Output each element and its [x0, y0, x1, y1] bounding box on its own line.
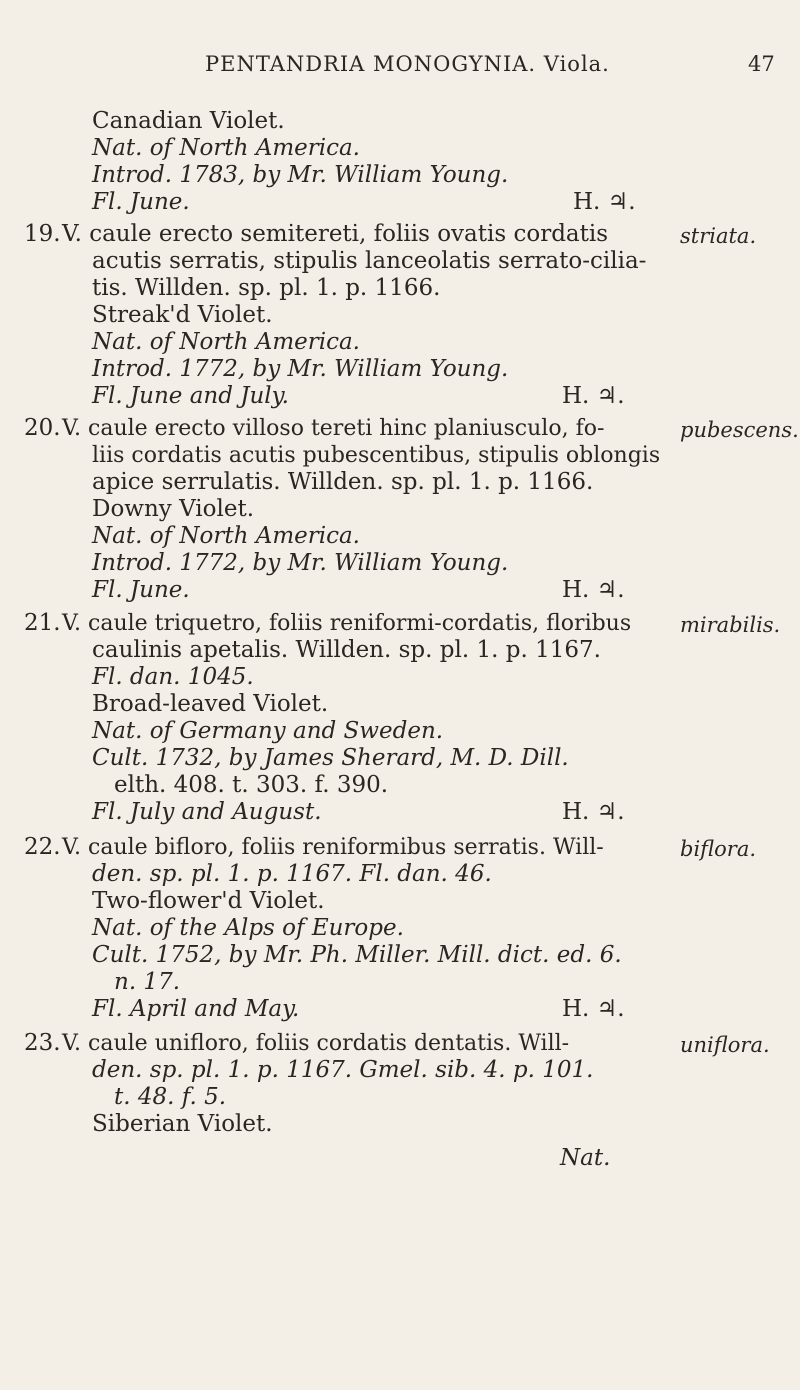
native-line: Nat. of North America. [92, 523, 360, 549]
habit-mark: H. ♃. [562, 996, 625, 1022]
native-line: Nat. of North America. [92, 135, 360, 161]
running-header [0, 52, 800, 82]
species-name: mirabilis. [680, 613, 781, 637]
flowering-line: Fl. June and July. [92, 383, 289, 409]
flowering-line: Fl. July and August. [92, 799, 322, 825]
diagnosis-line: acutis serratis, stipulis lanceolatis serrato-cilia- [92, 248, 647, 274]
reference-line: n. 17. [114, 969, 181, 995]
entry-number: 22. [24, 834, 61, 860]
common-name: Streak'd Violet. [92, 302, 273, 328]
introduction-line: Introd. 1772, by Mr. William Young. [92, 550, 509, 576]
introduction-line: Introd. 1783, by Mr. William Young. [92, 162, 509, 188]
common-name: Two-flower'd Violet. [92, 888, 325, 914]
reference-line: den. sp. pl. 1. p. 1167. Fl. dan. 46. [92, 861, 492, 887]
catchword: Nat. [560, 1145, 611, 1171]
diagnosis-line: tis. Willden. sp. pl. 1. p. 1166. [92, 275, 441, 301]
diagnosis-line: V. caule triquetro, foliis reniformi-cordatis, floribus [62, 611, 632, 636]
entry-number: 23. [24, 1030, 61, 1056]
diagnosis-line: V. caule bifloro, foliis reniformibus serratis. Will- [62, 835, 604, 860]
habit-mark: H. ♃. [562, 577, 625, 603]
entry-number: 19. [24, 221, 61, 247]
species-name: biflora. [680, 837, 757, 861]
native-line: Nat. of Germany and Sweden. [92, 718, 444, 744]
entry-number: 21. [24, 610, 61, 636]
flowering-line: Fl. June. [92, 189, 190, 215]
reference-line: elth. 408. t. 303. f. 390. [114, 772, 389, 798]
common-name: Broad-leaved Violet. [92, 691, 329, 717]
diagnosis-line: apice serrulatis. Willden. sp. pl. 1. p. 1166. [92, 469, 594, 495]
habit-mark: H. ♃. [562, 383, 625, 409]
diagnosis-line: caulinis apetalis. Willden. sp. pl. 1. p. 1167. [92, 637, 601, 663]
diagnosis-line: liis cordatis acutis pubescentibus, stipulis oblongis [92, 443, 661, 468]
common-name: Downy Violet. [92, 496, 255, 522]
flowering-line: Fl. April and May. [92, 996, 300, 1022]
entry-number: 20. [24, 415, 61, 441]
introduction-line: Introd. 1772, by Mr. William Young. [92, 356, 509, 382]
species-name: uniflora. [680, 1033, 770, 1057]
running-title: PENTANDRIA MONOGYNIA. Viola. [205, 52, 610, 76]
flowering-line: Fl. June. [92, 577, 190, 603]
reference-line: t. 48. f. 5. [114, 1084, 227, 1110]
diagnosis-line: V. caule erecto villoso tereti hinc planiusculo, fo- [62, 416, 605, 441]
species-name: pubescens. [680, 418, 799, 442]
reference-line: Fl. dan. 1045. [92, 664, 254, 690]
species-name: striata. [680, 224, 757, 248]
native-line: Nat. of North America. [92, 329, 360, 355]
common-name: Canadian Violet. [92, 108, 285, 134]
cultivation-line: Cult. 1732, by James Sherard, M. D. Dill. [92, 745, 569, 771]
habit-mark: H. ♃. [573, 189, 636, 215]
page-number: 47 [748, 52, 775, 76]
reference-line: den. sp. pl. 1. p. 1167. Gmel. sib. 4. p. 101. [92, 1057, 594, 1083]
common-name: Siberian Violet. [92, 1111, 273, 1137]
diagnosis-line: V. caule erecto semitereti, foliis ovatis cordatis [62, 221, 609, 247]
native-line: Nat. of the Alps of Europe. [92, 915, 404, 941]
cultivation-line: Cult. 1752, by Mr. Ph. Miller. Mill. dict. ed. 6. [92, 942, 622, 968]
habit-mark: H. ♃. [562, 799, 625, 825]
diagnosis-line: V. caule unifloro, foliis cordatis dentatis. Will- [62, 1031, 570, 1056]
